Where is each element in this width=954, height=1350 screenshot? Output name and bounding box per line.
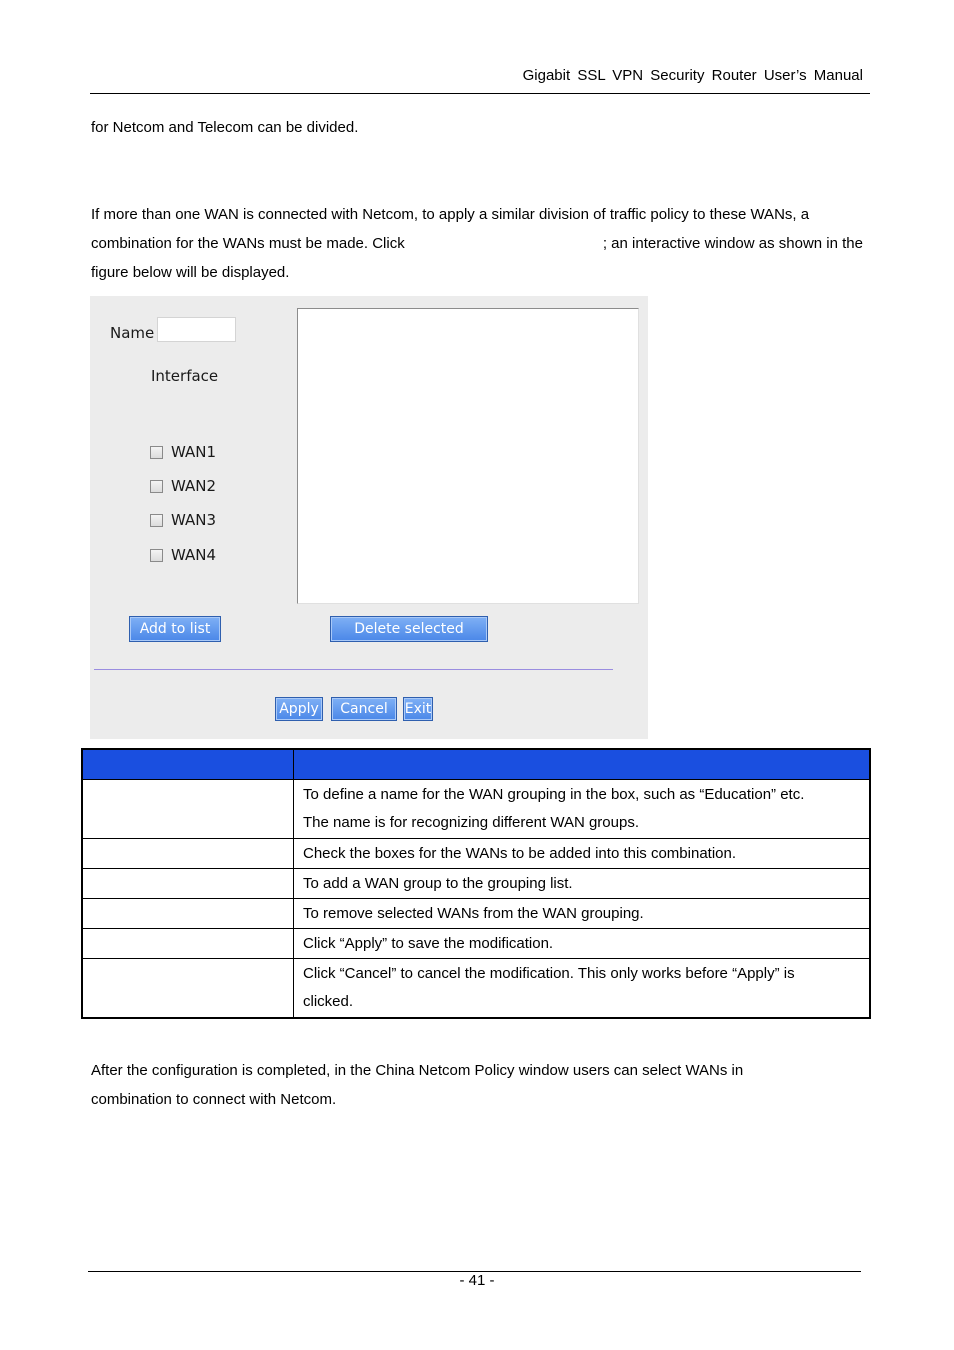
exit-button[interactable]: Exit [403, 697, 433, 721]
closing-line-1: After the configuration is completed, in the China Netcom Policy window users can select WANs in [91, 1062, 744, 1079]
wan3-option[interactable] [150, 509, 216, 531]
name-input[interactable] [157, 317, 236, 342]
wan4-option[interactable] [150, 544, 216, 566]
wan-group-dialog [90, 296, 648, 739]
wan2-option[interactable] [150, 475, 216, 497]
table-row [82, 780, 870, 839]
header-title: Gigabit SSL VPN Security Router User’s Manual [522, 67, 863, 84]
cancel-button[interactable]: Cancel [331, 697, 397, 721]
wan2-label: WAN2 [171, 477, 217, 495]
table-cell-parameter [82, 839, 294, 869]
closing-paragraph [91, 1056, 866, 1114]
name-label: Name [110, 324, 155, 342]
wan4-checkbox[interactable] [150, 549, 163, 562]
table-cell-description: Check the boxes for the WANs to be added into this combination. [294, 839, 871, 869]
table-cell-description: To remove selected WANs from the WAN grouping. [294, 899, 871, 929]
apply-button[interactable]: Apply [275, 697, 323, 721]
table-row [82, 899, 870, 929]
table-header-row [82, 749, 870, 780]
closing-line-2: combination to connect with Netcom. [91, 1091, 337, 1108]
description-line: Click “Cancel” to cancel the modification. This only works before “Apply” is [303, 965, 795, 982]
header-rule [90, 93, 870, 94]
table-cell-parameter [82, 869, 294, 899]
add-to-list-button[interactable]: Add to list [129, 616, 221, 642]
table-cell-description [294, 959, 871, 1019]
table-row [82, 959, 870, 1019]
table-cell-description [294, 780, 871, 839]
parameter-table [81, 748, 871, 1019]
wan-group-list[interactable] [297, 308, 639, 604]
table-row [82, 869, 870, 899]
table-row [82, 929, 870, 959]
table-row [82, 839, 870, 869]
description-line: The name is for recognizing different WAN groups. [303, 814, 639, 831]
instructions-paragraph [91, 200, 866, 287]
dialog-divider [94, 669, 613, 670]
interface-label: Interface [151, 367, 219, 385]
instructions-line-1: If more than one WAN is connected with Netcom, to apply a similar division of traffic policy to these WANs, a [91, 206, 810, 223]
wan2-checkbox[interactable] [150, 480, 163, 493]
table-header-description [294, 749, 871, 780]
instructions-line-3: figure below will be displayed. [91, 264, 290, 281]
table-cell-description: To add a WAN group to the grouping list. [294, 869, 871, 899]
wan1-option[interactable] [150, 441, 216, 463]
wan1-label: WAN1 [171, 443, 217, 461]
table-cell-parameter [82, 929, 294, 959]
table-cell-parameter [82, 959, 294, 1019]
description-line: clicked. [303, 993, 354, 1010]
table-header-parameter [82, 749, 294, 780]
wan3-label: WAN3 [171, 511, 217, 529]
instructions-line-2-start: combination for the WANs must be made. Click [91, 235, 405, 252]
table-cell-description: Click “Apply” to save the modification. [294, 929, 871, 959]
delete-selected-button[interactable]: Delete selected [330, 616, 488, 642]
description-line: To define a name for the WAN grouping in the box, such as “Education” etc. [303, 786, 805, 803]
intro-text: for Netcom and Telecom can be divided. [91, 119, 359, 136]
intro-paragraph [91, 113, 866, 142]
wan4-label: WAN4 [171, 546, 217, 564]
wan3-checkbox[interactable] [150, 514, 163, 527]
table-cell-parameter [82, 780, 294, 839]
page-number: - 41 - [459, 1272, 495, 1289]
table-cell-parameter [82, 899, 294, 929]
instructions-line-2-end: ; an interactive window as shown in the [602, 235, 863, 252]
instructions-line-2 [91, 229, 866, 258]
wan1-checkbox[interactable] [150, 446, 163, 459]
